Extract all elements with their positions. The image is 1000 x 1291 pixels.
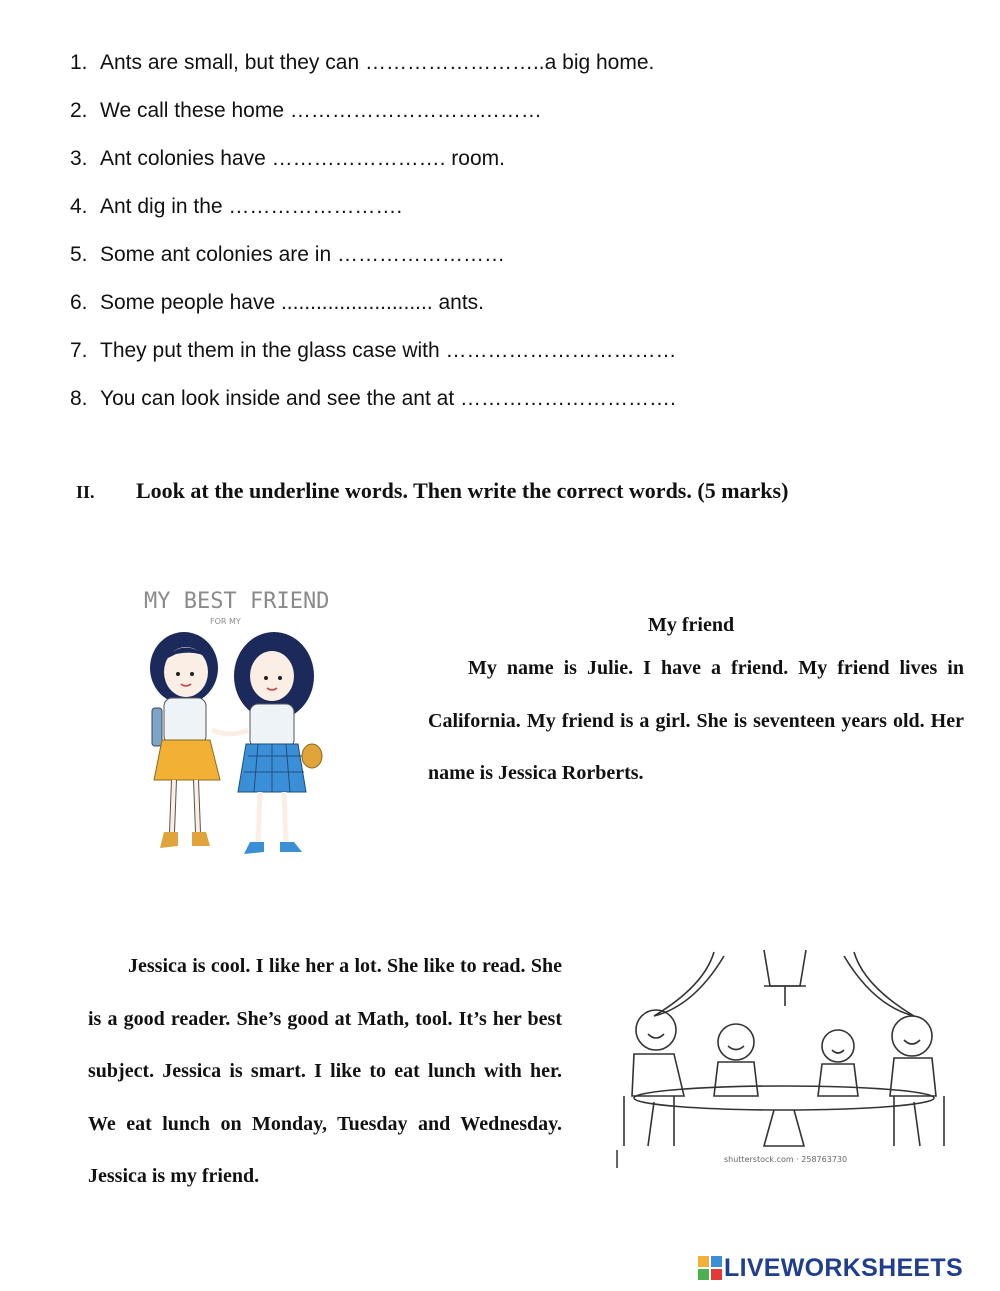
question-number: 5. [70,243,88,266]
paragraph-text: Jessica is cool. I like her a lot. She like to read. She is a good reader. She’s good at Math, tool. It’s her best subject. Jessica is smart. I like to eat lunch with her. We eat lunch on Monday, Tuesday and Wednesday. Jessica is my friend. [88,955,562,1187]
section-heading [76,478,788,504]
question-item [70,140,677,188]
family-lunch-illustration [614,946,954,1168]
paragraph-text: My name is Julie. I have a friend. My friend lives in California. My friend is a girl. She is seventeen years old. Her name is Jessica Rorberts. [428,657,964,784]
question-text: Some people have .......................... ants. [100,291,485,314]
question-number: 1. [70,51,88,74]
question-item [70,332,677,380]
illustration-subtitle: FOR MY [210,617,241,626]
question-text: Ants are small, but they can ……………………..a big home. [100,51,655,74]
logo-text: LIVEWORKSHEETS [724,1253,963,1282]
girl-left [150,632,220,848]
question-list [70,44,677,428]
question-text: Some ant colonies are in …………………… [100,243,505,266]
question-number: 8. [70,387,88,410]
question-text: We call these home ……………………………… [100,99,542,122]
passage-paragraph-1 [428,642,964,800]
question-number: 7. [70,339,88,362]
question-item [70,380,677,428]
question-item [70,284,677,332]
question-text: Ant dig in the ……………………. [100,195,403,218]
illustration-title: MY BEST FRIEND [144,589,330,614]
passage-title: My friend [648,614,735,636]
passage-paragraph-2 [88,940,562,1203]
girl-right [234,632,322,854]
image-credit: shutterstock.com · 258763730 [724,1155,848,1164]
question-number: 2. [70,99,88,122]
question-number: 4. [70,195,88,218]
liveworksheets-logo [698,1252,963,1284]
question-number: 6. [70,291,88,314]
section-numeral: II. [76,482,95,502]
question-text: You can look inside and see the ant at …………………………. [100,387,676,410]
question-item [70,236,677,284]
section-heading-text: Look at the underline words. Then write the correct words. (5 marks) [136,478,789,503]
question-item [70,92,677,140]
question-item [70,188,677,236]
logo-icon [698,1256,722,1280]
question-item [70,44,677,92]
question-text: They put them in the glass case with …………………………… [100,339,677,362]
best-friend-illustration [126,580,346,870]
question-text: Ant colonies have ……………………. room. [100,147,505,170]
question-number: 3. [70,147,88,170]
